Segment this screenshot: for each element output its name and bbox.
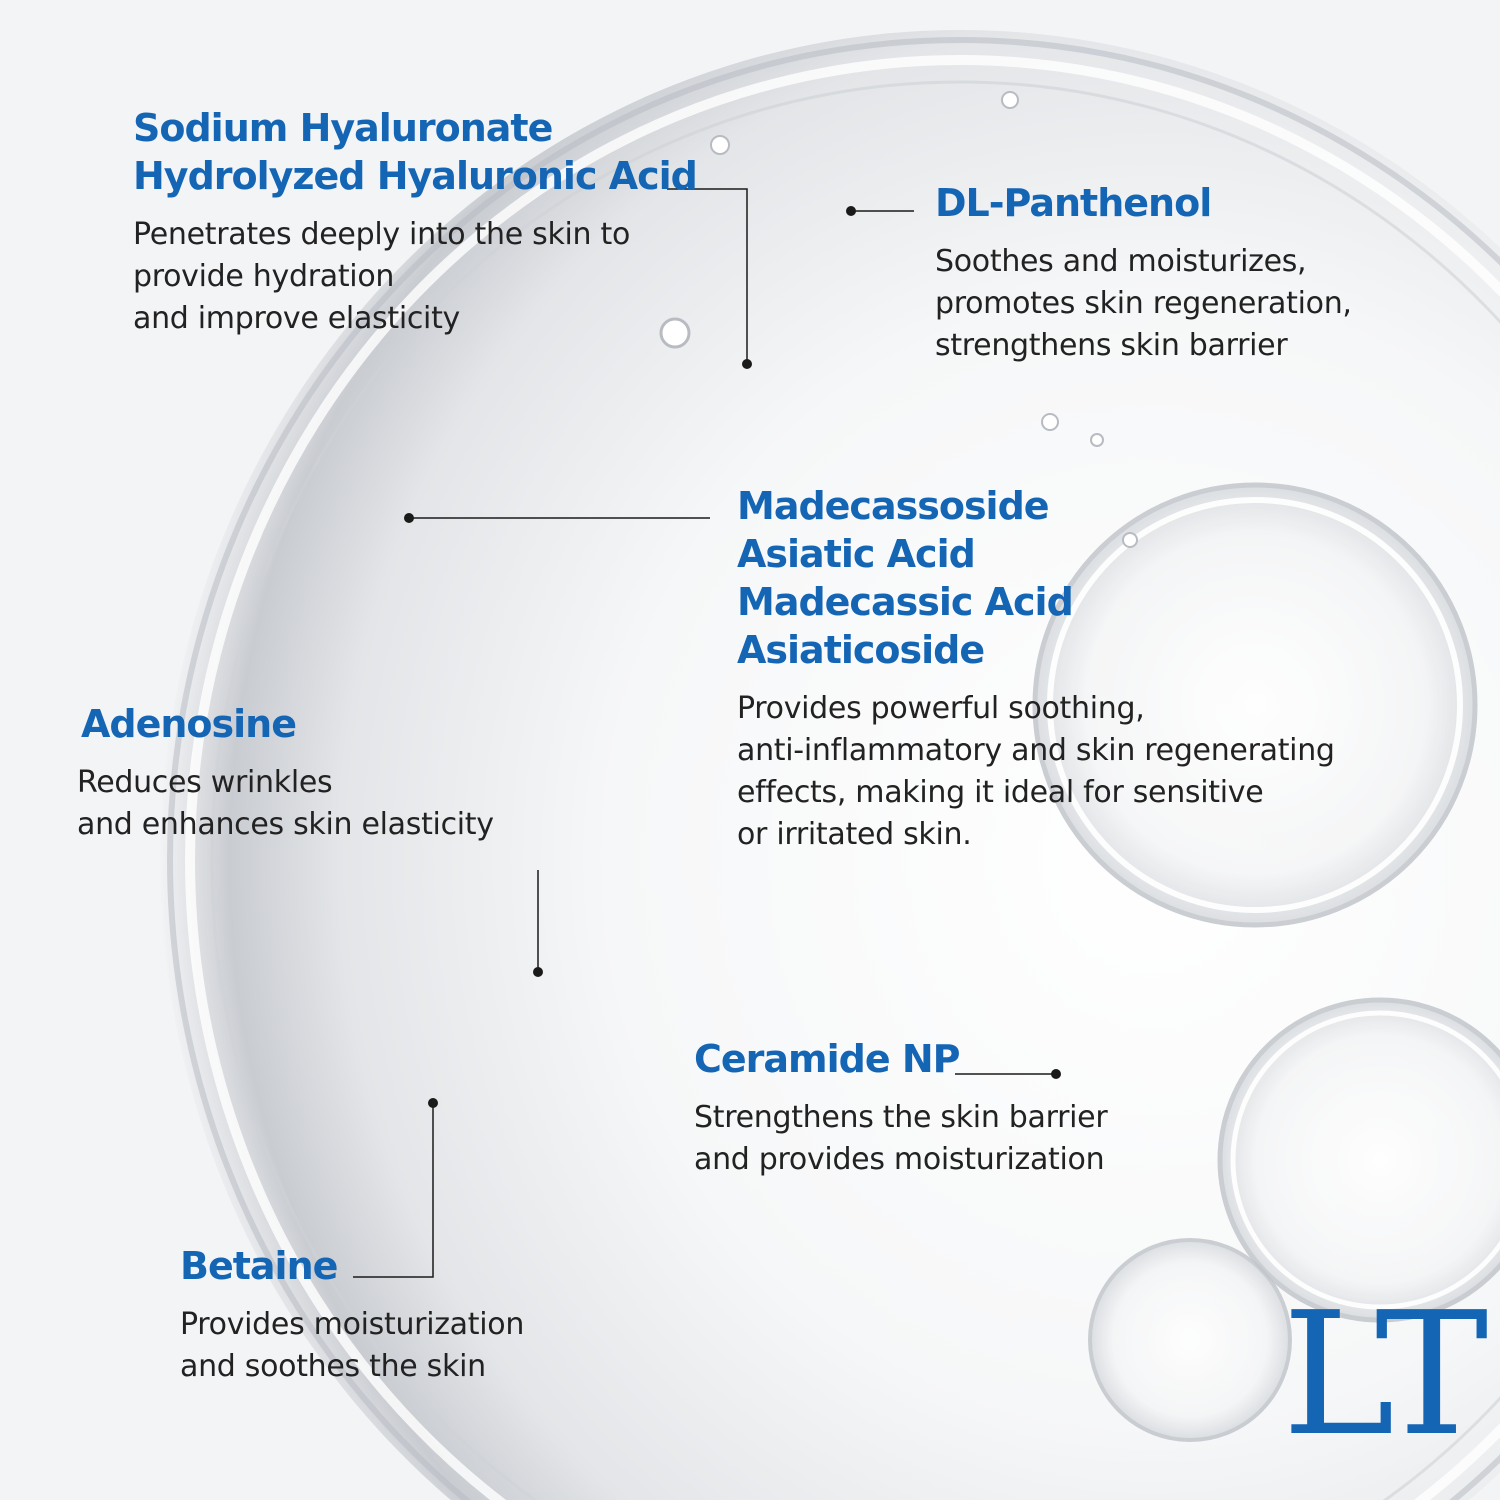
- ingredient-ceramide: [694, 1035, 1107, 1181]
- ingredient-title: [694, 1035, 1107, 1083]
- title-line: Asiaticoside: [737, 628, 985, 672]
- title-line: DL-Panthenol: [935, 181, 1212, 225]
- desc-line: and provides moisturization: [694, 1142, 1105, 1177]
- title-line: Ceramide NP: [694, 1037, 960, 1081]
- title-line: Sodium Hyaluronate: [133, 106, 553, 150]
- title-line: Asiatic Acid: [737, 532, 975, 576]
- ingredient-description: [77, 762, 494, 846]
- desc-line: Reduces wrinkles: [77, 765, 333, 800]
- desc-line: and soothes the skin: [180, 1349, 486, 1384]
- brand-logo: LT: [1282, 1276, 1483, 1474]
- ingredient-centella: [737, 482, 1335, 856]
- ingredient-title: [133, 104, 697, 200]
- desc-line: or irritated skin.: [737, 817, 972, 852]
- title-line: Madecassoside: [737, 484, 1049, 528]
- desc-line: anti-inflammatory and skin regenerating: [737, 733, 1335, 768]
- ingredient-description: [935, 241, 1352, 367]
- title-line: Adenosine: [81, 702, 297, 746]
- ingredient-title: [180, 1242, 524, 1290]
- ingredient-title: [935, 179, 1352, 227]
- ingredient-betaine: [180, 1242, 524, 1388]
- title-line: Hydrolyzed Hyaluronic Acid: [133, 154, 697, 198]
- ingredient-description: [694, 1097, 1107, 1181]
- ingredient-panthenol: [935, 179, 1352, 367]
- desc-line: Soothes and moisturizes,: [935, 244, 1307, 279]
- desc-line: Strengthens the skin barrier: [694, 1100, 1108, 1135]
- desc-line: provide hydration: [133, 259, 395, 294]
- desc-line: Penetrates deeply into the skin to: [133, 217, 631, 252]
- ingredient-description: [737, 688, 1335, 856]
- title-line: Madecassic Acid: [737, 580, 1073, 624]
- title-line: Betaine: [180, 1244, 338, 1288]
- ingredient-title: [77, 700, 494, 748]
- ingredient-adenosine: [77, 700, 494, 846]
- desc-line: promotes skin regeneration,: [935, 286, 1352, 321]
- ingredient-description: [133, 214, 697, 340]
- ingredient-hyaluronic: [133, 104, 697, 340]
- desc-line: Provides moisturization: [180, 1307, 525, 1342]
- desc-line: Provides powerful soothing,: [737, 691, 1145, 726]
- desc-line: and improve elasticity: [133, 301, 461, 336]
- desc-line: effects, making it ideal for sensitive: [737, 775, 1264, 810]
- ingredient-description: [180, 1304, 524, 1388]
- desc-line: strengthens skin barrier: [935, 328, 1288, 363]
- ingredient-title: [737, 482, 1335, 674]
- desc-line: and enhances skin elasticity: [77, 807, 494, 842]
